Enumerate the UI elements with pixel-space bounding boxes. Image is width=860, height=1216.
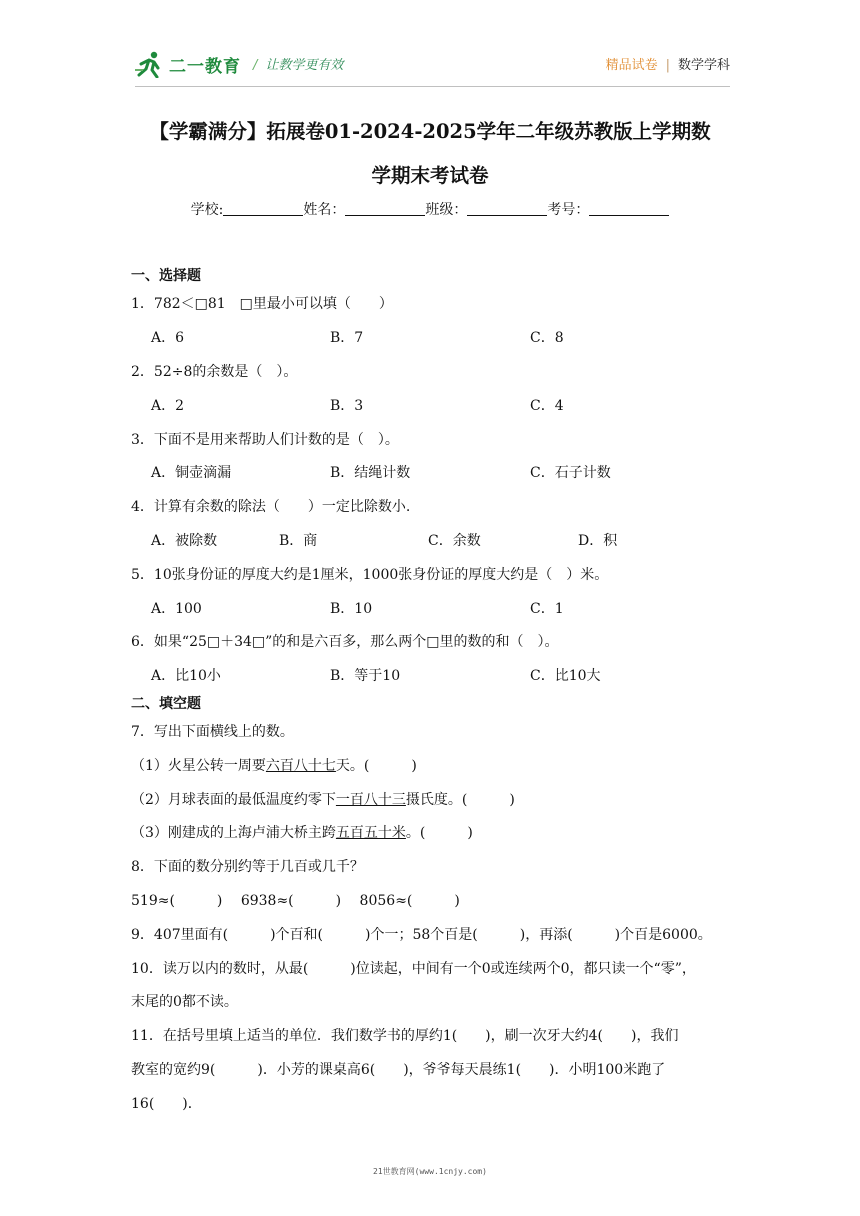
class-blank	[467, 201, 547, 216]
question-8: 8．下面的数分别约等于几百或几千？	[131, 859, 364, 875]
option-b: B．结绳计数	[330, 465, 411, 481]
section-fill: 二、填空题	[131, 696, 201, 712]
question-11-line3: 16( )．	[131, 1096, 202, 1112]
question-1: 1．782＜□81 □里最小可以填（ ）	[131, 296, 393, 312]
question-2-options	[151, 395, 741, 415]
question-4: 4．计算有余数的除法（ ）一定比除数小.	[131, 499, 411, 515]
slogan: / 让教学更有效	[253, 58, 344, 73]
option-b: B．7	[330, 330, 364, 346]
question-2: 2．52÷8的余数是（ ）。	[131, 364, 298, 380]
option-c: C．1	[530, 601, 564, 617]
page-footer: 21世教育网(www.1cnjy.com)	[373, 1167, 487, 1176]
brand-logo	[135, 48, 241, 80]
option-b: B．3	[330, 398, 364, 414]
question-1-options	[151, 327, 741, 347]
option-a: A．100	[151, 601, 202, 617]
school-label: 学校:	[190, 202, 224, 218]
header-right	[606, 54, 730, 73]
question-11-line1: 11．在括号里填上适当的单位．我们数学书的厚约1( )，刷一次牙大约4( )，我们	[131, 1028, 679, 1044]
runner-icon	[135, 50, 165, 78]
class-label: 班级：	[425, 202, 468, 218]
option-c: C．余数	[428, 533, 481, 549]
question-3: 3．下面不是用来帮助人们计数的是（ ）。	[131, 432, 399, 448]
subject-label: 数学学科	[677, 58, 730, 73]
option-a: A．铜壶滴漏	[151, 465, 232, 481]
quality-label: 精品试卷	[605, 58, 658, 73]
question-5: 5．10张身份证的厚度大约是1厘米，1000张身份证的厚度大约是（ ）米。	[131, 567, 609, 583]
school-blank	[223, 201, 303, 216]
header-separator: |	[665, 58, 670, 73]
question-5-options	[151, 598, 741, 618]
question-9: 9．407里面有( )个百和( )个一；58个百是( )，再添( )个百是6000。	[131, 927, 712, 943]
exam-no-blank	[589, 201, 669, 216]
question-10-line1: 10．读万以内的数时，从最( )位读起，中间有一个0或连续两个0，都只读一个“零”，	[131, 961, 696, 977]
question-6: 6．如果“25□＋34□”的和是六百多，那么两个□里的数的和（ ）。	[131, 634, 559, 650]
question-4-options	[151, 530, 741, 550]
option-b: B．商	[279, 533, 318, 549]
option-b: B．等于10	[330, 668, 401, 684]
logo-text: 二一教育	[169, 56, 241, 77]
option-c: C．比10大	[530, 668, 601, 684]
option-c: C．4	[530, 398, 564, 414]
question-3-options	[151, 462, 741, 482]
question-7-part-3: （3）刚建成的上海卢浦大桥主跨五百五十米。( )	[131, 825, 473, 841]
question-8-line: 519≈( ) 6938≈( ) 8056≈( )	[131, 893, 460, 909]
name-blank	[345, 201, 425, 216]
question-11-line2: 教室的宽约9( )．小芳的课桌高6( )，爷爷每天晨练1( )．小明100米跑了	[131, 1062, 666, 1078]
option-a: A．比10小	[151, 668, 221, 684]
question-10-line2: 末尾的0都不读。	[131, 994, 238, 1010]
question-7-part-1: （1）火星公转一周要六百八十七天。( )	[131, 758, 417, 774]
section-choice: 一、选择题	[131, 268, 201, 284]
question-7: 7．写出下面横线上的数。	[131, 724, 294, 740]
option-a: A．6	[151, 330, 185, 346]
header-divider	[135, 86, 730, 87]
page-title-line2: 学期末考试卷	[371, 164, 489, 187]
question-6-options	[151, 665, 741, 685]
question-7-part-2: （2）月球表面的最低温度约零下一百八十三摄氏度。( )	[131, 792, 515, 808]
option-a: A．2	[151, 398, 185, 414]
exam-no-label: 考号：	[547, 202, 590, 218]
option-c: C．8	[530, 330, 564, 346]
page-header	[135, 48, 730, 84]
page-title-line1: 【学霸满分】拓展卷01-2024-2025学年二年级苏教版上学期数	[149, 120, 711, 143]
student-info	[0, 199, 860, 219]
option-d: D．积	[578, 533, 618, 549]
name-label: 姓名：	[303, 202, 346, 218]
option-a: A．被除数	[151, 533, 218, 549]
option-c: C．石子计数	[530, 465, 611, 481]
option-b: B．10	[330, 601, 373, 617]
